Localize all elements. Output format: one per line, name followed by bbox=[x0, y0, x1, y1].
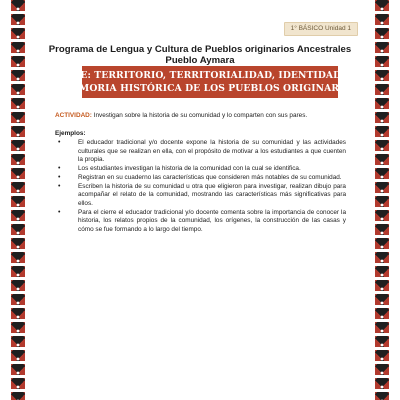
bullet-icon: • bbox=[58, 173, 61, 181]
activity-label: ACTIVIDAD: bbox=[55, 112, 92, 119]
people-title: Pueblo Aymara bbox=[165, 55, 235, 66]
bullet-icon: • bbox=[58, 165, 61, 173]
list-item bbox=[58, 165, 346, 174]
program-title: Programa de Lengua y Cultura de Pueblos originarios Ancestrales bbox=[48, 44, 352, 55]
examples-list bbox=[58, 139, 346, 235]
unit-tag: 1° BÁSICO Unidad 1 bbox=[284, 22, 358, 36]
list-item bbox=[58, 174, 346, 183]
list-item bbox=[58, 139, 346, 165]
bullet-icon: • bbox=[58, 182, 61, 190]
axis-banner bbox=[61, 66, 359, 98]
bullet-icon: • bbox=[58, 208, 61, 216]
bullet-icon: • bbox=[58, 139, 61, 146]
list-item bbox=[58, 183, 346, 209]
list-item-text: Los estudiantes investigan la historia de la comunidad con la cual se identifica. bbox=[78, 165, 301, 173]
activity-text: Investigan sobre la historia de su comunidad y lo comparten con sus pares. bbox=[93, 112, 308, 119]
banner-line-1: EJE: TERRITORIO, TERRITORIALIDAD, IDENTIDAD Y bbox=[68, 70, 352, 81]
list-item-text: Para el cierre el educador tradicional y/o docente comenta sobre la importancia de conocer la historia, los relatos propios de la comunidad, los orígenes, la construcción de las casas y cómo se fue formando a lo largo del tiempo. bbox=[78, 208, 346, 234]
activity-statement bbox=[55, 111, 350, 120]
list-item bbox=[58, 209, 346, 235]
examples-heading: Ejemplos: bbox=[55, 130, 86, 137]
list-item-text: Registran en su cuaderno las características que consideren más notables de su comunidad. bbox=[78, 173, 342, 181]
banner-line-2: MEMORIA HISTÓRICA DE LOS PUEBLOS ORIGINARIOS bbox=[61, 83, 359, 94]
list-item-text: Escriben la historia de su comunidad u otra que eligieron para investigar, realizan dibujo para acompañar el relato de la comunidad, mostrando las características más significativas para ellos. bbox=[78, 182, 346, 207]
list-item-text: El educador tradicional y/o docente expone la historia de su comunidad y las actividades culturales que se realizan en ella, con el propósito de motivar a los estudiantes a que cuenten la propia. bbox=[78, 139, 346, 164]
